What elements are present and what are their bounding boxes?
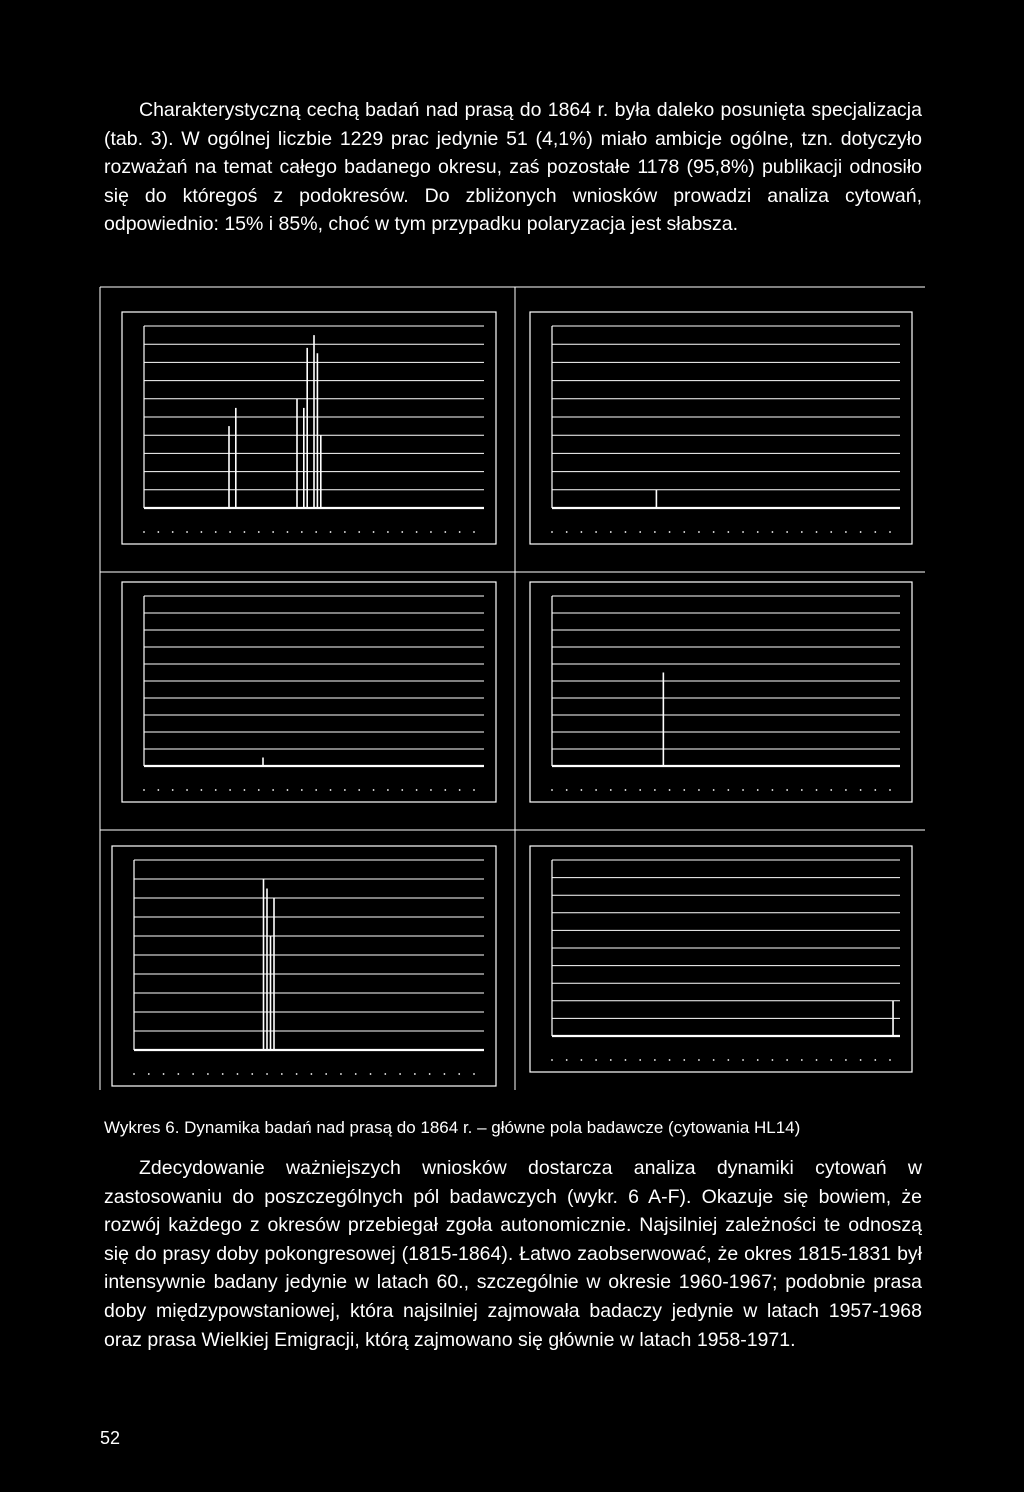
paragraph-analysis: Zdecydowanie ważniejszych wniosków dostarcza analiza dynamiki cytowań w zastosowaniu do poszczególnych pól badawczych (wykr. 6 A-F). Okazuje się bowiem, że rozwój każdego z okresów przebiegał zgoła autonomicznie. Najsilniej zależności te odnoszą się do prasy doby pokongresowej (1815-1864). Łatwo zaobserwować, że okres 1815-1831 był intensywnie badany jedynie w latach 60., szczególnie w okresie 1960-1967; podobnie prasa doby międzypowstaniowej, która najsilniej zajmowała badaczy jedynie w latach 1957-1968 oraz prasa Wielkiej Emigracji, którą zajmowano się głównie w latach 1958-1971.	[104, 1157, 922, 1351]
tick-dot	[310, 1073, 312, 1075]
tick-dot	[258, 789, 260, 791]
tick-dot	[387, 789, 389, 791]
tick-dot	[727, 1059, 729, 1061]
tick-dot	[830, 531, 832, 533]
tick-dot	[786, 789, 788, 791]
tick-dot	[344, 789, 346, 791]
tick-dot	[845, 1059, 847, 1061]
tick-dot	[133, 1073, 135, 1075]
tick-dot	[683, 1059, 685, 1061]
tick-dot	[215, 531, 217, 533]
panel-frame-F	[530, 846, 912, 1072]
tick-dot	[772, 789, 774, 791]
tick-dot	[301, 531, 303, 533]
tick-dot	[414, 1073, 416, 1075]
tick-dot	[727, 531, 729, 533]
tick-dot	[874, 1059, 876, 1061]
tick-dot	[272, 789, 274, 791]
tick-dot	[889, 1059, 891, 1061]
tick-dot	[610, 531, 612, 533]
tick-dot	[315, 789, 317, 791]
tick-dot	[296, 1073, 298, 1075]
tick-dot	[551, 531, 553, 533]
tick-dot	[816, 1059, 818, 1061]
tick-dot	[401, 789, 403, 791]
tick-dot	[344, 531, 346, 533]
tick-dot	[444, 789, 446, 791]
tick-dot	[654, 531, 656, 533]
tick-dot	[200, 789, 202, 791]
tick-dot	[713, 789, 715, 791]
tick-dot	[580, 1059, 582, 1061]
tick-dot	[215, 789, 217, 791]
tick-dot	[186, 789, 188, 791]
tick-dot	[551, 1059, 553, 1061]
tick-dot	[801, 531, 803, 533]
figure-caption: Wykres 6. Dynamika badań nad prasą do 1864 r. – główne pola badawcze (cytowania HL14)	[104, 1118, 801, 1137]
tick-dot	[244, 789, 246, 791]
panel-frame-D	[530, 582, 912, 802]
tick-dot	[229, 531, 231, 533]
tick-dot	[148, 1073, 150, 1075]
tick-dot	[192, 1073, 194, 1075]
tick-dot	[742, 1059, 744, 1061]
tick-dot	[287, 531, 289, 533]
tick-dot	[473, 531, 475, 533]
tick-dot	[845, 531, 847, 533]
tick-dot	[551, 789, 553, 791]
tick-dot	[384, 1073, 386, 1075]
tick-dot	[186, 531, 188, 533]
tick-dot	[654, 1059, 656, 1061]
tick-dot	[830, 789, 832, 791]
tick-dot	[459, 531, 461, 533]
tick-dot	[458, 1073, 460, 1075]
tick-dot	[786, 1059, 788, 1061]
tick-dot	[266, 1073, 268, 1075]
tick-dot	[860, 789, 862, 791]
tick-dot	[625, 1059, 627, 1061]
tick-dot	[698, 789, 700, 791]
tick-dot	[444, 531, 446, 533]
tick-dot	[874, 789, 876, 791]
tick-dot	[459, 789, 461, 791]
tick-dot	[713, 531, 715, 533]
tick-dot	[258, 531, 260, 533]
tick-dot	[654, 789, 656, 791]
tick-dot	[244, 531, 246, 533]
tick-dot	[698, 531, 700, 533]
tick-dot	[816, 789, 818, 791]
page-number: 52	[100, 1428, 121, 1448]
tick-dot	[669, 1059, 671, 1061]
tick-dot	[625, 531, 627, 533]
tick-dot	[772, 1059, 774, 1061]
tick-dot	[889, 531, 891, 533]
tick-dot	[860, 531, 862, 533]
tick-dot	[370, 1073, 372, 1075]
tick-dot	[399, 1073, 401, 1075]
tick-dot	[430, 789, 432, 791]
tick-dot	[625, 789, 627, 791]
tick-dot	[757, 1059, 759, 1061]
tick-dot	[157, 531, 159, 533]
tick-dot	[727, 789, 729, 791]
tick-dot	[143, 531, 145, 533]
tick-dot	[200, 531, 202, 533]
tick-dot	[580, 789, 582, 791]
tick-dot	[610, 789, 612, 791]
tick-dot	[801, 789, 803, 791]
tick-dot	[580, 531, 582, 533]
paragraph-intro: Charakterystyczną cechą badań nad prasą do 1864 r. była daleko posunięta specjalizacja (tab. 3). W ogólnej liczbie 1229 prac jedynie 51 (4,1%) miało ambicje ogólne, tzn. dotyczyło rozważań na temat całego badanego okresu, zaś pozostałe 1178 (95,8%) publikacji odnosiło się do któregoś z podokresów. Do zbliżonych wniosków prowadzi analiza cytowań, odpowiednio: 15% i 85%, choć w tym przypadku polaryzacja jest słabsza.	[104, 99, 922, 236]
tick-dot	[566, 1059, 568, 1061]
tick-dot	[595, 1059, 597, 1061]
tick-dot	[340, 1073, 342, 1075]
tick-dot	[229, 789, 231, 791]
tick-dot	[713, 1059, 715, 1061]
tick-dot	[373, 789, 375, 791]
tick-dot	[610, 1059, 612, 1061]
tick-dot	[430, 531, 432, 533]
tick-dot	[163, 1073, 165, 1075]
tick-dot	[387, 531, 389, 533]
tick-dot	[281, 1073, 283, 1075]
tick-dot	[358, 531, 360, 533]
tick-dot	[429, 1073, 431, 1075]
tick-dot	[742, 531, 744, 533]
tick-dot	[639, 1059, 641, 1061]
tick-dot	[330, 789, 332, 791]
tick-dot	[683, 531, 685, 533]
tick-dot	[889, 789, 891, 791]
tick-dot	[801, 1059, 803, 1061]
tick-dot	[698, 1059, 700, 1061]
tick-dot	[566, 531, 568, 533]
tick-dot	[237, 1073, 239, 1075]
tick-dot	[373, 531, 375, 533]
tick-dot	[355, 1073, 357, 1075]
tick-dot	[669, 531, 671, 533]
tick-dot	[757, 789, 759, 791]
tick-dot	[172, 789, 174, 791]
tick-dot	[177, 1073, 179, 1075]
tick-dot	[473, 1073, 475, 1075]
tick-dot	[251, 1073, 253, 1075]
tick-dot	[860, 1059, 862, 1061]
tick-dot	[874, 531, 876, 533]
tick-dot	[742, 789, 744, 791]
tick-dot	[207, 1073, 209, 1075]
tick-dot	[595, 789, 597, 791]
tick-dot	[683, 789, 685, 791]
tick-dot	[566, 789, 568, 791]
tick-dot	[845, 789, 847, 791]
tick-dot	[358, 789, 360, 791]
tick-dot	[401, 531, 403, 533]
tick-dot	[639, 531, 641, 533]
tick-dot	[143, 789, 145, 791]
tick-dot	[444, 1073, 446, 1075]
tick-dot	[330, 531, 332, 533]
panel-frame-C	[122, 582, 496, 802]
tick-dot	[669, 789, 671, 791]
tick-dot	[287, 789, 289, 791]
tick-dot	[416, 531, 418, 533]
tick-dot	[816, 531, 818, 533]
tick-dot	[786, 531, 788, 533]
tick-dot	[772, 531, 774, 533]
tick-dot	[315, 531, 317, 533]
panel-frame-B	[530, 312, 912, 544]
tick-dot	[757, 531, 759, 533]
tick-dot	[222, 1073, 224, 1075]
tick-dot	[157, 789, 159, 791]
tick-dot	[595, 531, 597, 533]
tick-dot	[830, 1059, 832, 1061]
tick-dot	[325, 1073, 327, 1075]
tick-dot	[416, 789, 418, 791]
panel-frame-A	[122, 312, 496, 544]
tick-dot	[639, 789, 641, 791]
tick-dot	[473, 789, 475, 791]
tick-dot	[272, 531, 274, 533]
tick-dot	[172, 531, 174, 533]
tick-dot	[301, 789, 303, 791]
